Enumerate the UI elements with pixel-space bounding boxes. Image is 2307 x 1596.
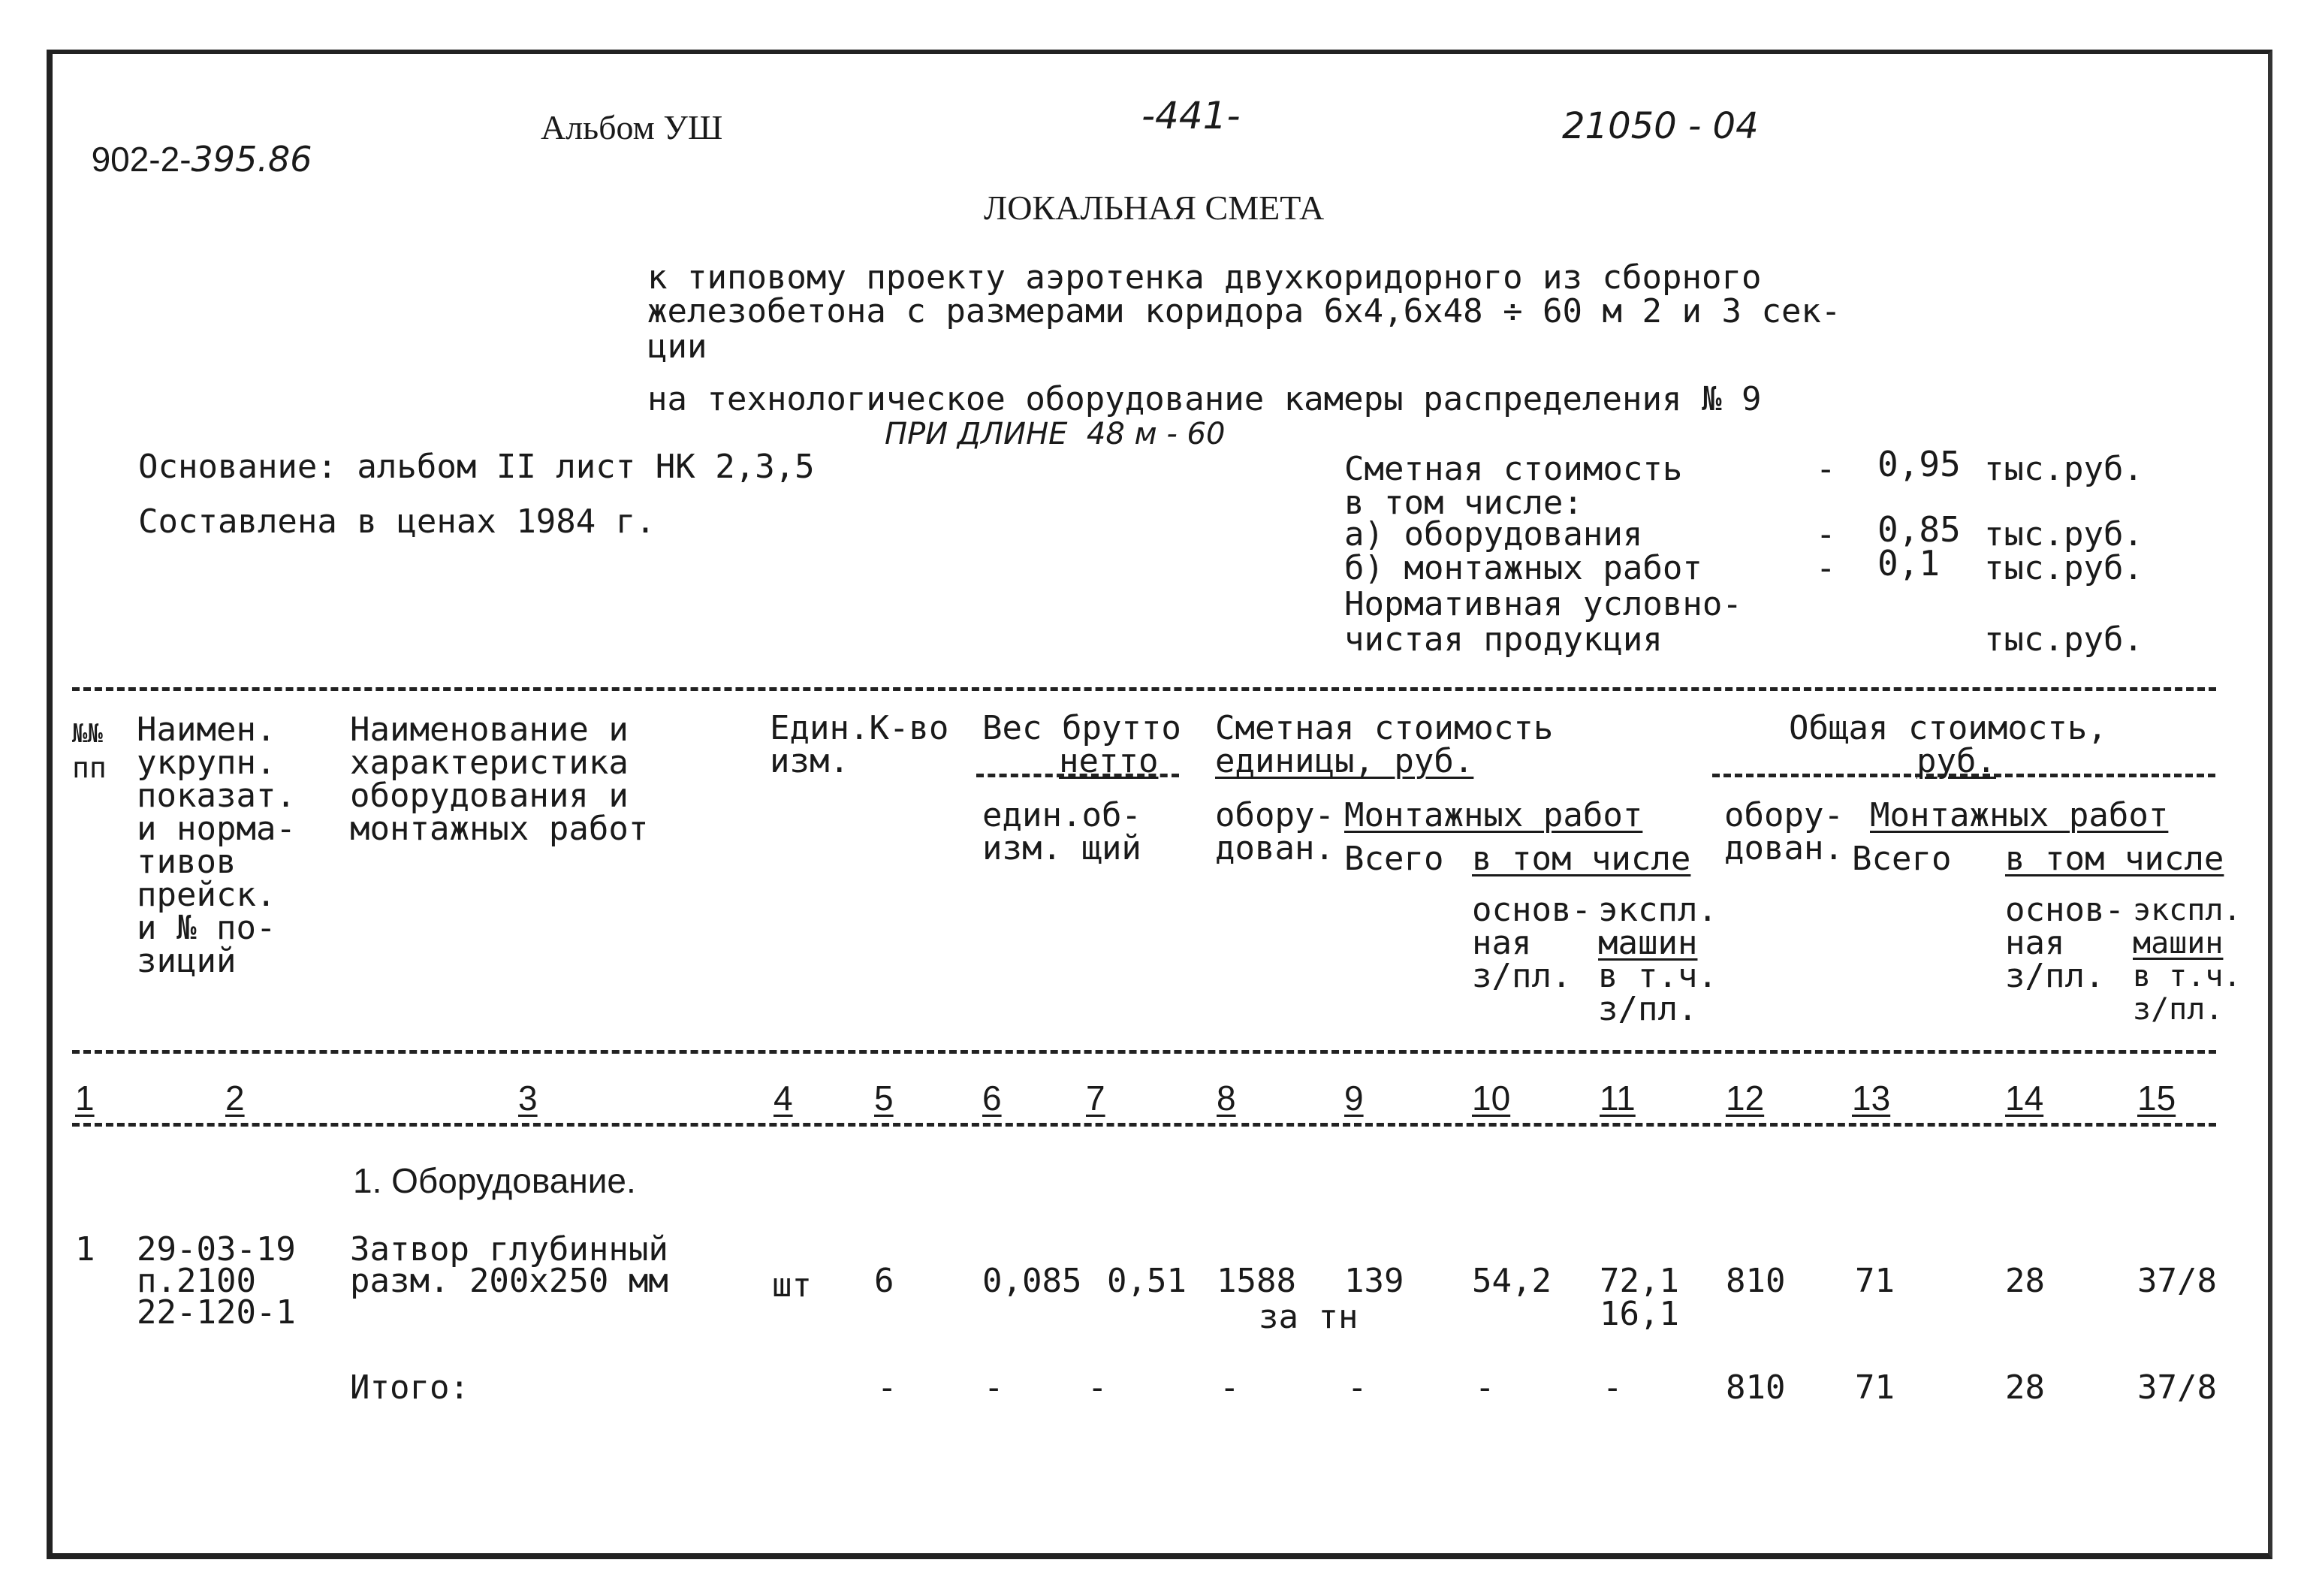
- equipment-cost-value: 0,85: [1877, 509, 1961, 550]
- totals-equipment: 810: [1726, 1368, 1786, 1407]
- unit-machines-header-2: машин: [1598, 924, 1698, 962]
- net-product-label-2: чистая продукция: [1344, 620, 1663, 659]
- unit-mounting-header: Монтажных работ: [1344, 796, 1643, 834]
- row-quantity: 6: [874, 1262, 894, 1300]
- column-number: 5: [874, 1079, 894, 1118]
- subtitle-line-4: на технологическое оборудование камеры распределения № 9: [647, 380, 1762, 418]
- unit-header: изм.: [770, 742, 849, 780]
- totals-label: Итого:: [350, 1368, 469, 1407]
- row-total-mounting: 71: [1855, 1262, 1895, 1300]
- including-label: в том числе:: [1344, 484, 1583, 522]
- totals-dash: -: [1347, 1368, 1368, 1407]
- weight-brutto-header: Вес брутто: [982, 709, 1181, 747]
- totals-dash: -: [1087, 1368, 1108, 1407]
- col2-header-line-6: прейск.: [137, 876, 276, 914]
- total-equipment-header-2: дован.: [1724, 829, 1844, 867]
- estimated-cost-unit: тыс.руб.: [1984, 450, 2143, 488]
- equipment-cost-unit: тыс.руб.: [1984, 515, 2143, 554]
- col3-header-line-4: монтажных работ: [350, 810, 649, 848]
- row-unit-machines-wage: 16,1: [1600, 1295, 1679, 1333]
- row-code-line-3: 22-120-1: [137, 1293, 296, 1332]
- totals-dash: -: [1603, 1368, 1623, 1407]
- subtitle-line-2: железобетона с размерами коридора 6х4,6х48 ÷ 60 м 2 и 3 сек-: [647, 292, 1841, 330]
- col2-header-line-3: показат.: [137, 777, 296, 815]
- totals-dash: -: [984, 1368, 1004, 1407]
- album-label: Альбом УШ: [541, 108, 723, 146]
- totals-dash: -: [877, 1368, 897, 1407]
- col2-header-line-5: тивов: [137, 843, 237, 881]
- column-number: 1: [75, 1079, 95, 1118]
- column-number: 3: [518, 1079, 538, 1118]
- col2-header-line-7: и № по-: [137, 909, 276, 947]
- table-top-divider: [72, 687, 2216, 691]
- column-number: 14: [2005, 1079, 2044, 1118]
- row-total-basic-wage: 28: [2005, 1262, 2045, 1300]
- column-number: 4: [774, 1079, 793, 1118]
- document-code: 21050 - 04: [1562, 105, 1759, 147]
- series-number: [72, 110, 312, 180]
- column-number: 15: [2137, 1079, 2176, 1118]
- basis-line-2: Составлена в ценах 1984 г.: [138, 502, 656, 541]
- column-number: 8: [1217, 1079, 1236, 1118]
- total-cost-header: Общая стоимость,: [1789, 709, 2107, 747]
- row-unit-basic-wage: 54,2: [1472, 1262, 1552, 1300]
- subtitle-line-1: к типовому проекту аэротенка двухкоридорного из сборного: [647, 258, 1762, 297]
- column-number: 6: [982, 1079, 1002, 1118]
- subtitle-line-3: ции: [647, 327, 707, 366]
- row-weight-unit: 0,085: [982, 1262, 1082, 1300]
- unit-mounting-total-header: Всего: [1344, 840, 1444, 878]
- row-total-equipment: 810: [1726, 1262, 1786, 1300]
- col2-header-line-8: зиций: [137, 942, 237, 980]
- equipment-cost-label: а) оборудования: [1344, 515, 1643, 554]
- col2-header-line-2: укрупн.: [137, 744, 276, 782]
- column-number: 2: [225, 1079, 245, 1118]
- row-name-line-1: Затвор глубинный: [350, 1230, 668, 1269]
- row-name-line-2: разм. 200х250 мм: [350, 1262, 668, 1300]
- row-number: 1: [75, 1230, 95, 1269]
- unit-equipment-header-2: дован.: [1215, 829, 1334, 867]
- col3-header-line-3: оборудования и: [350, 777, 629, 815]
- row-total-machines: 37/8: [2137, 1262, 2217, 1300]
- unit-machines-header-1: экспл.: [1598, 891, 1717, 929]
- unit-equipment-header-1: обору-: [1215, 796, 1334, 834]
- total-machines-header-2: машин: [2133, 926, 2224, 961]
- totals-basic-wage: 28: [2005, 1368, 2045, 1407]
- total-mounting-header: Монтажных работ: [1870, 796, 2169, 834]
- total-cost-subheader: руб.: [1916, 742, 1996, 780]
- series-handwritten: 395.86: [191, 139, 312, 180]
- column-number: 10: [1472, 1079, 1511, 1118]
- mounting-cost-label: б) монтажных работ: [1344, 549, 1702, 587]
- row-code-line-1: 29-03-19: [137, 1230, 296, 1269]
- total-mounting-incl-header: в том числе: [2005, 840, 2224, 878]
- row-unit: шт: [772, 1266, 812, 1305]
- column-number: 7: [1086, 1079, 1105, 1118]
- col2-header-line-4: и норма-: [137, 810, 296, 848]
- mounting-cost-unit: тыс.руб.: [1984, 549, 2143, 587]
- unit-mounting-incl-header: в том числе: [1472, 840, 1691, 878]
- col1-header-line-2: пп: [72, 751, 107, 784]
- column-number: 12: [1726, 1079, 1765, 1118]
- weight-unit-header: един.об-: [982, 796, 1141, 834]
- col2-header-line-1: Наимен.: [137, 711, 276, 749]
- total-basic-header-3: з/пл.: [2005, 957, 2105, 995]
- row-unit-equipment-cost: 1588: [1217, 1262, 1296, 1300]
- mounting-cost-value: 0,1: [1877, 543, 1941, 584]
- unit-qty-header: Един.К-во: [770, 709, 949, 747]
- total-mounting-total-header: Всего: [1852, 840, 1952, 878]
- unit-basic-header-1: основ-: [1472, 891, 1591, 929]
- net-product-label-1: Нормативная условно-: [1344, 585, 1742, 623]
- column-number: 13: [1852, 1079, 1891, 1118]
- totals-dash: -: [1220, 1368, 1240, 1407]
- net-product-unit: тыс.руб.: [1984, 620, 2143, 659]
- estimated-cost-value: 0,95: [1877, 444, 1961, 484]
- column-numbers-divider: [72, 1123, 2216, 1127]
- page-number: -441-: [1141, 94, 1241, 137]
- handwritten-length-note: ПРИ ДЛИНЕ 48 м - 60: [885, 417, 1226, 451]
- page-title: ЛОКАЛЬНАЯ СМЕТА: [984, 189, 1325, 227]
- total-equipment-header-1: обору-: [1724, 796, 1844, 834]
- basis-line-1: Основание: альбом II лист НК 2,3,5: [138, 448, 815, 486]
- equipment-cost-dash: -: [1816, 515, 1836, 554]
- unit-basic-header-2: ная: [1472, 924, 1532, 962]
- total-machines-header-1: экспл.: [2133, 893, 2242, 928]
- col3-header-line-2: характеристика: [350, 744, 629, 782]
- row-code-line-2: п.2100: [137, 1262, 256, 1300]
- unit-machines-header-4: з/пл.: [1598, 990, 1698, 1028]
- total-basic-header-2: ная: [2005, 924, 2065, 962]
- unit-cost-subheader: единицы, руб.: [1215, 742, 1474, 780]
- mounting-cost-dash: -: [1816, 549, 1836, 587]
- col1-header-line-1: №№: [72, 719, 103, 749]
- row-unit-machines: 72,1: [1600, 1262, 1679, 1300]
- totals-mounting: 71: [1855, 1368, 1895, 1407]
- estimated-cost-label: Сметная стоимость: [1344, 450, 1683, 488]
- header-bottom-divider: [72, 1050, 2216, 1054]
- col3-header-line-1: Наименование и: [350, 711, 629, 749]
- unit-basic-header-3: з/пл.: [1472, 957, 1572, 995]
- totals-dash: -: [1475, 1368, 1495, 1407]
- column-number: 11: [1600, 1079, 1636, 1118]
- total-machines-header-3: в т.ч.: [2133, 959, 2242, 994]
- estimated-cost-dash: -: [1816, 450, 1836, 488]
- series-printed: 902-2-: [91, 140, 191, 179]
- column-number: 9: [1344, 1079, 1364, 1118]
- total-machines-header-4: з/пл.: [2133, 992, 2224, 1027]
- weight-netto-header: нетто: [1059, 742, 1159, 780]
- row-weight-total: 0,51: [1107, 1262, 1187, 1300]
- weight-total-header: изм. щий: [982, 829, 1141, 867]
- unit-machines-header-3: в т.ч.: [1598, 957, 1717, 995]
- section-title: 1. Оборудование.: [353, 1161, 636, 1200]
- totals-machines: 37/8: [2137, 1368, 2217, 1407]
- row-per-ton-note: за тн: [1259, 1298, 1359, 1336]
- unit-cost-header: Сметная стоимость: [1215, 709, 1554, 747]
- row-unit-mounting-total: 139: [1344, 1262, 1404, 1300]
- total-basic-header-1: основ-: [2005, 891, 2125, 929]
